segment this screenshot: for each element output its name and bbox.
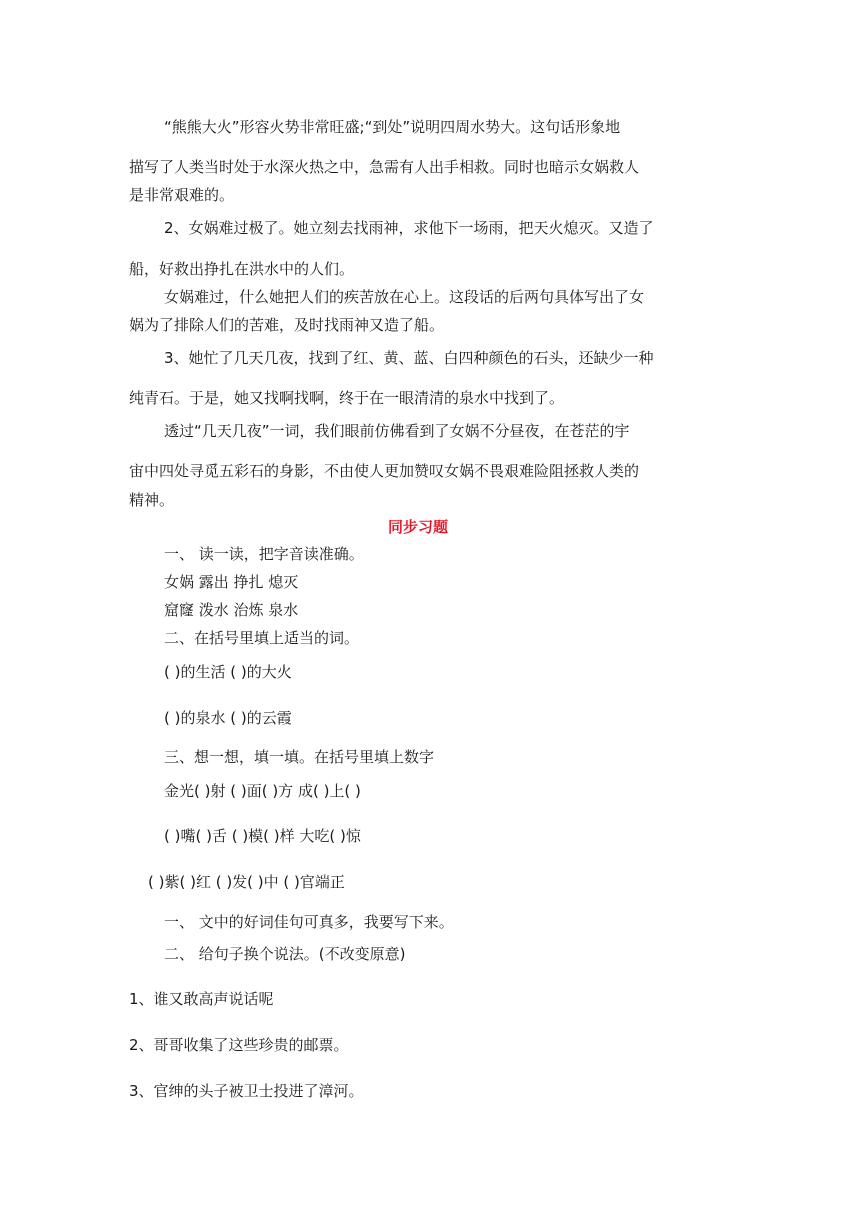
text-line: 船，好救出挣扎在洪水中的人们。	[129, 260, 355, 278]
text-line: 女娲难过，什么她把人们的疾苦放在心上。这段话的后两句具体写出了女	[164, 288, 645, 306]
text-line: 2、女娲难过极了。她立刻去找雨神，求他下一场雨，把天火熄灭。又造了	[164, 219, 654, 237]
exercise-line: ( )的泉水 ( )的云霞	[164, 709, 292, 727]
text-line: 描写了人类当时处于水深火热之中，急需有人出手相救。同时也暗示女娲救人	[129, 158, 640, 176]
text-line: 精神。	[129, 491, 175, 509]
text-line: 3、她忙了几天几夜，找到了红、黄、蓝、白四种颜色的石头，还缺少一种	[164, 349, 654, 367]
text-line: 宙中四处寻觅五彩石的身影，不由使人更加赞叹女娲不畏艰难险阻拯救人类的	[129, 462, 640, 480]
text-line: “熊熊大火”形容火势非常旺盛;“到处”说明四周水势大。这句话形象地	[164, 118, 621, 136]
exercise-line: 窟窿 泼水 治炼 泉水	[164, 601, 299, 619]
exercise-title: 同步习题	[388, 518, 449, 536]
exercise-line: ( )紫( )红 ( )发( )中 ( )官端正	[148, 873, 345, 891]
text-line: 娲为了排除人们的苦难，及时找雨神又造了船。	[129, 316, 445, 334]
exercise-line: 一、 读一读，把字音读准确。	[164, 545, 364, 563]
exercise-line: ( )的生活 ( )的大火	[164, 663, 292, 681]
exercise-line: 三、想一想，填一填。在括号里填上数字	[164, 748, 435, 766]
text-line: 透过“几天几夜”一词，我们眼前仿佛看到了女娲不分昼夜，在苍茫的宇	[164, 422, 630, 440]
exercise-line: 女娲 露出 挣扎 熄灭	[164, 573, 299, 591]
exercise-line: ( )嘴( )舌 ( )模( )样 大吃( )惊	[164, 827, 361, 845]
exercise-line: 金光( )射 ( )面( )方 成( )上( )	[164, 782, 361, 800]
exercise-line: 2、哥哥收集了这些珍贵的邮票。	[129, 1036, 349, 1054]
text-line: 纯青石。于是，她又找啊找啊，终于在一眼清清的泉水中找到了。	[129, 389, 565, 407]
exercise-line: 3、官绅的头子被卫士投进了漳河。	[129, 1082, 364, 1100]
exercise-line: 二、 给句子换个说法。(不改变原意)	[164, 945, 406, 963]
exercise-line: 二、在括号里填上适当的词。	[164, 629, 360, 647]
exercise-line: 一、 文中的好词佳句可真多，我要写下来。	[164, 913, 454, 931]
text-line: 是非常艰难的。	[129, 186, 235, 204]
exercise-line: 1、谁又敢高声说话呢	[129, 990, 274, 1008]
